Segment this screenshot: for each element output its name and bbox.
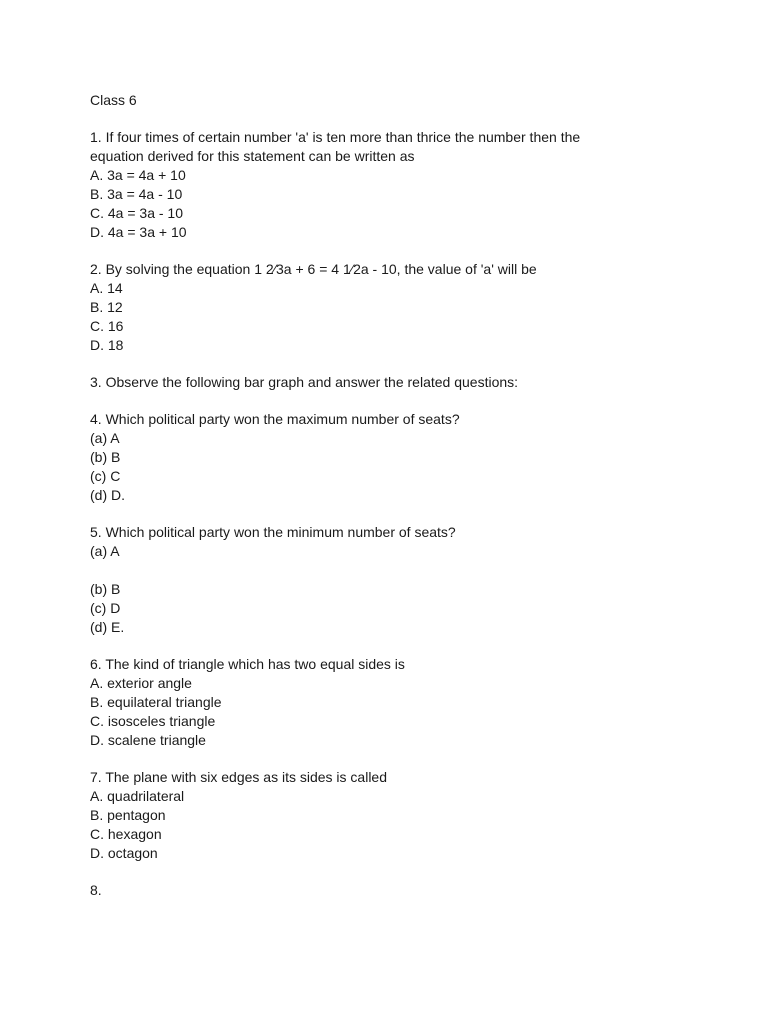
question-5-option-a: (a) A: [90, 543, 120, 559]
question-2: [90, 260, 730, 355]
question-5-blank-line: [90, 561, 730, 580]
question-3: [90, 373, 730, 392]
question-2-option-b: B. 12: [90, 299, 123, 315]
question-1-text-line-2: equation derived for this statement can be written as: [90, 148, 415, 164]
question-2-option-c: C. 16: [90, 318, 124, 334]
spacer: [90, 505, 730, 523]
question-1-option-b: B. 3a = 4a - 10: [90, 186, 183, 202]
question-6-option-d: D. scalene triangle: [90, 732, 206, 748]
question-1-option-a: A. 3a = 4a + 10: [90, 167, 186, 183]
question-5-option-c: (c) D: [90, 600, 121, 616]
spacer: [90, 355, 730, 373]
question-1-option-c: C. 4a = 3a - 10: [90, 205, 184, 221]
class-label: Class 6: [90, 92, 137, 108]
question-1-text-line-1: 1. If four times of certain number 'a' is ten more than thrice the number then the: [90, 129, 581, 145]
question-2-text: 2. By solving the equation 1 2⁄3a + 6 = 4 1⁄2a - 10, the value of 'a' will be: [90, 261, 537, 277]
question-4-option-b: (b) B: [90, 449, 121, 465]
question-6-text: 6. The kind of triangle which has two equal sides is: [90, 656, 405, 672]
question-3-text: 3. Observe the following bar graph and answer the related questions:: [90, 374, 519, 390]
question-4-option-c: (c) C: [90, 468, 121, 484]
question-4-text: 4. Which political party won the maximum number of seats?: [90, 411, 460, 427]
spacer: [90, 242, 730, 260]
question-4-option-d: (d) D.: [90, 487, 125, 503]
spacer: [90, 863, 730, 881]
question-6-option-c: C. isosceles triangle: [90, 713, 216, 729]
question-2-option-a: A. 14: [90, 280, 123, 296]
question-1-option-d: D. 4a = 3a + 10: [90, 224, 187, 240]
question-4: [90, 410, 730, 505]
spacer: [90, 750, 730, 768]
question-7-option-b: B. pentagon: [90, 807, 166, 823]
question-7-text: 7. The plane with six edges as its sides is called: [90, 769, 388, 785]
question-5: [90, 523, 730, 637]
spacer: [90, 110, 730, 128]
question-6: [90, 655, 730, 750]
question-5-option-d: (d) E.: [90, 619, 125, 635]
question-5-option-b: (b) B: [90, 581, 121, 597]
question-4-option-a: (a) A: [90, 430, 120, 446]
question-6-option-b: B. equilateral triangle: [90, 694, 222, 710]
question-7-option-d: D. octagon: [90, 845, 158, 861]
question-7-option-a: A. quadrilateral: [90, 788, 185, 804]
question-6-option-a: A. exterior angle: [90, 675, 192, 691]
question-5-text: 5. Which political party won the minimum number of seats?: [90, 524, 456, 540]
spacer: [90, 637, 730, 655]
question-8-text: 8.: [90, 882, 102, 898]
question-7: [90, 768, 730, 863]
spacer: [90, 392, 730, 410]
question-7-option-c: C. hexagon: [90, 826, 162, 842]
document-page: [90, 91, 730, 900]
question-8: [90, 881, 730, 900]
question-1: [90, 128, 730, 242]
question-2-option-d: D. 18: [90, 337, 124, 353]
